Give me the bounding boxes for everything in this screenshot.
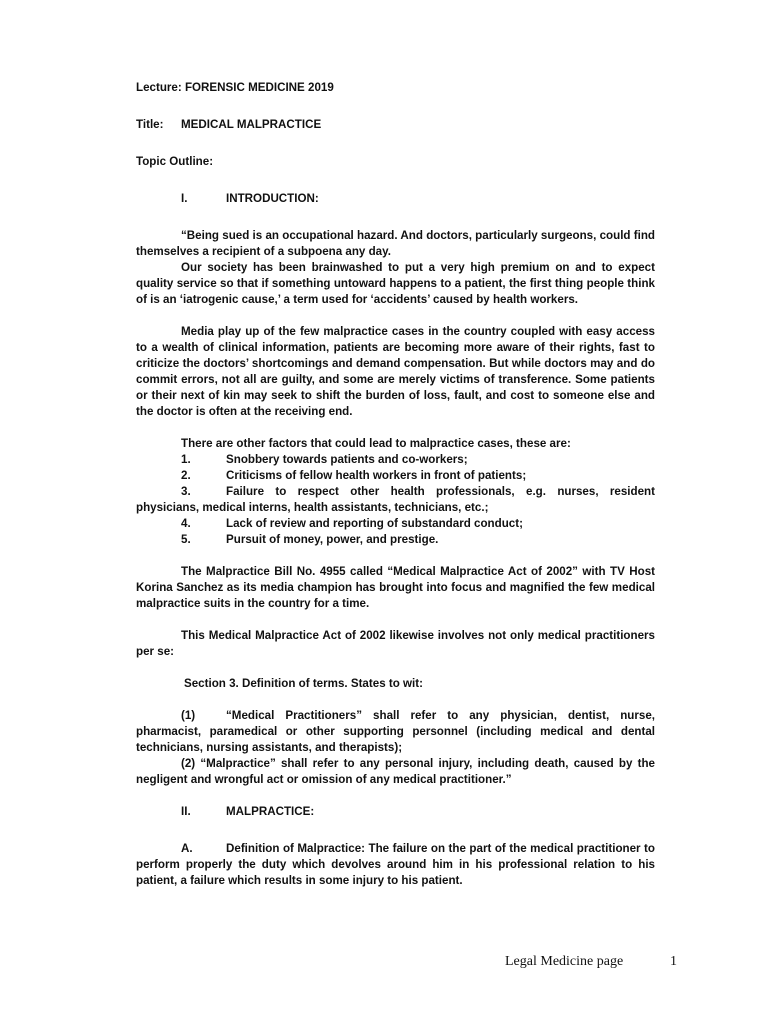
malpractice-bill-paragraph: The Malpractice Bill No. 4955 called “Medical Malpractice Act of 2002” with TV Host Korina Sanchez as its media champion has brought into focus and magnified the few medical malpractice suits in the country for a time. [136,565,655,610]
factors-intro: There are other factors that could lead to malpractice cases, these are: [181,437,571,450]
definition-medical-practitioners [136,708,655,756]
factor-text: Failure to respect other health professionals, e.g. nurses, resident physicians, medical interns, health assistants, technicians, etc.; [136,485,655,514]
factor-number: 4. [181,517,191,530]
title-key: Title: [136,118,164,131]
subsection-text: Definition of Malpractice: The failure on the part of the medical practitioner to perform properly the duty which devolves around him in his professional relation to his patient, a failure which results in some injury to his patient. [136,842,655,887]
footer-label: Legal Medicine page [505,954,624,969]
intro-society-paragraph: Our society has been brainwashed to put a very high premium on and to expect quality service so that if something untoward happens to a patient, the first thing people think of is an ‘iatrogenic cause,’ a term used for ‘accidents’ caused by health workers. [136,261,655,306]
intro-quote-paragraph: “Being sued is an occupational hazard. And doctors, particularly surgeons, could find themselves a recipient of a subpoena any day. [136,229,655,258]
factor-text: Snobbery towards patients and co-workers; [226,453,468,466]
factor-item [136,532,655,548]
definition-malpractice: (2) “Malpractice” shall refer to any personal injury, including death, caused by the negligent and wrongful act or omission of any medical practitioner.” [136,757,655,786]
lecture-line: Lecture: FORENSIC MEDICINE 2019 [136,81,334,94]
section-number: I. [181,192,188,205]
factor-number: 1. [181,453,191,466]
factor-text: Criticisms of fellow health workers in front of patients; [226,469,527,482]
definition-of-malpractice-paragraph [136,841,655,889]
section-heading-introduction [136,191,655,207]
factor-item [136,516,655,532]
topic-outline-heading: Topic Outline: [136,155,214,168]
factor-number: 5. [181,533,191,546]
factor-item [136,468,655,484]
factor-text: Pursuit of money, power, and prestige. [226,533,439,546]
factor-item [136,484,655,516]
document-body [136,80,655,889]
section-heading-malpractice [136,804,655,820]
subsection-letter: A. [181,842,193,855]
section-title: INTRODUCTION: [226,192,319,205]
title-line [136,117,655,133]
section-title: MALPRACTICE: [226,805,315,818]
definition-number: (1) [181,709,196,722]
page-number: 1 [670,954,677,969]
factor-number: 2. [181,469,191,482]
definition-text: “Medical Practitioners” shall refer to any physician, dentist, nurse, pharmacist, paramedical or other supporting personnel (including medical and dental technicians, nursing assistants, and therapists); [136,709,655,754]
intro-media-paragraph: Media play up of the few malpractice cases in the country coupled with easy access to a wealth of clinical information, patients are becoming more aware of their rights, fast to criticize the doctors’ shortcomings and demand compensation. But while doctors may and do commit errors, not all are guilty, and some are merely victims of transference. Some patients or their next of kin may seek to shift the burden of loss, fault, and cost to someone else and the doctor is often at the receiving end. [136,325,655,418]
section-number: II. [181,805,191,818]
section-3-heading: Section 3. Definition of terms. States to wit: [184,677,423,690]
factor-number: 3. [181,485,191,498]
factor-text: Lack of review and reporting of substandard conduct; [226,517,523,530]
title-value: MEDICAL MALPRACTICE [181,118,322,131]
malpractice-act-paragraph: This Medical Malpractice Act of 2002 likewise involves not only medical practitioners per se: [136,629,655,658]
factor-item [136,452,655,468]
